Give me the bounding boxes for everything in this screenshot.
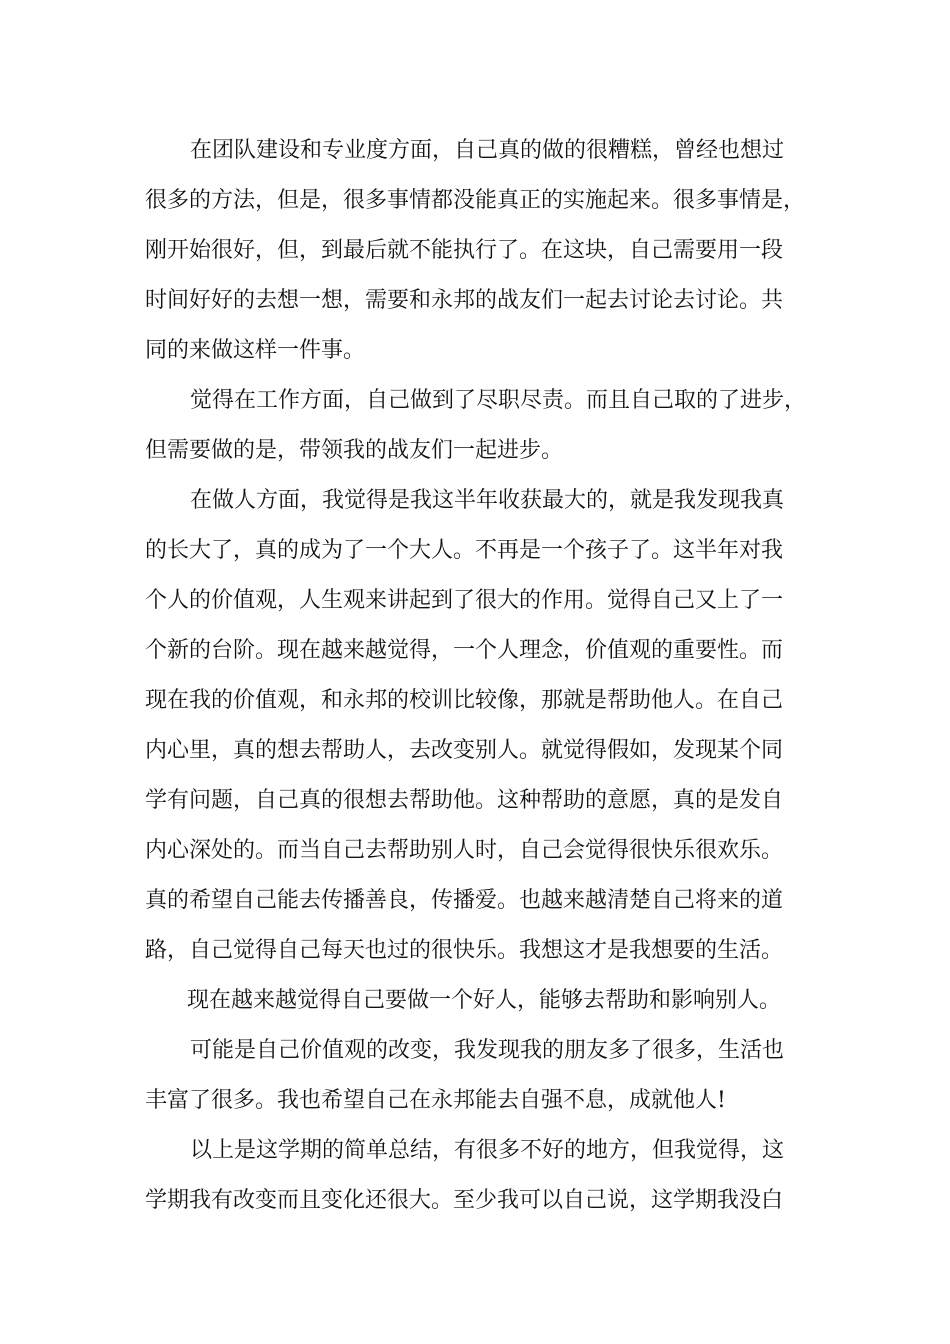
paragraph-3-line-3: 个人的价值观，人生观来讲起到了很大的作用。觉得自己又上了一: [145, 588, 784, 613]
paragraph-3-line-6: 内心里，真的想去帮助人，去改变别人。就觉得假如，发现某个同: [145, 738, 784, 763]
paragraph-3-line-5: 现在我的价值观，和永邦的校训比较像，那就是帮助他人。在自己: [145, 688, 784, 713]
paragraph-3-line-4: 个新的台阶。现在越来越觉得，一个人理念，价值观的重要性。而: [145, 638, 784, 663]
paragraph-6-line-1: 以上是这学期的简单总结，有很多不好的地方，但我觉得，这: [190, 1138, 785, 1163]
paragraph-3-line-2: 的长大了，真的成为了一个大人。不再是一个孩子了。这半年对我: [145, 538, 784, 563]
paragraph-1-line-1: 在团队建设和专业度方面，自己真的做的很糟糕，曾经也想过: [190, 138, 785, 163]
paragraph-5-line-2: 丰富了很多。我也希望自己在永邦能去自强不息，成就他人!: [145, 1088, 726, 1113]
paragraph-3-line-10: 路，自己觉得自己每天也过的很快乐。我想这才是我想要的生活。: [145, 938, 784, 963]
paragraph-4-line-1: 现在越来越觉得自己要做一个好人，能够去帮助和影响别人。: [187, 988, 782, 1013]
paragraph-1-line-3: 刚开始很好，但，到最后就不能执行了。在这块，自己需要用一段: [145, 238, 784, 263]
paragraph-3-line-8: 内心深处的。而当自己去帮助别人时，自己会觉得很快乐很欢乐。: [145, 838, 784, 863]
paragraph-3-line-9: 真的希望自己能去传播善良，传播爱。也越来越清楚自己将来的道: [145, 888, 784, 913]
paragraph-1-line-4: 时间好好的去想一想，需要和永邦的战友们一起去讨论去讨论。共: [145, 288, 784, 313]
paragraph-5-line-1: 可能是自己价值观的改变，我发现我的朋友多了很多，生活也: [190, 1038, 785, 1063]
paragraph-1-line-2: 很多的方法，但是，很多事情都没能真正的实施起来。很多事情是，: [145, 188, 806, 213]
paragraph-2-line-1: 觉得在工作方面，自己做到了尽职尽责。而且自己取的了进步，: [190, 388, 807, 413]
paragraph-2-line-2: 但需要做的是，带领我的战友们一起进步。: [145, 438, 564, 463]
paragraph-6-line-2: 学期我有改变而且变化还很大。至少我可以自己说，这学期我没白: [145, 1188, 784, 1213]
paragraph-1-line-5: 同的来做这样一件事。: [145, 338, 366, 363]
paragraph-3-line-7: 学有问题，自己真的很想去帮助他。这种帮助的意愿，真的是发自: [145, 788, 784, 813]
paragraph-3-line-1: 在做人方面，我觉得是我这半年收获最大的，就是我发现我真: [190, 488, 785, 513]
